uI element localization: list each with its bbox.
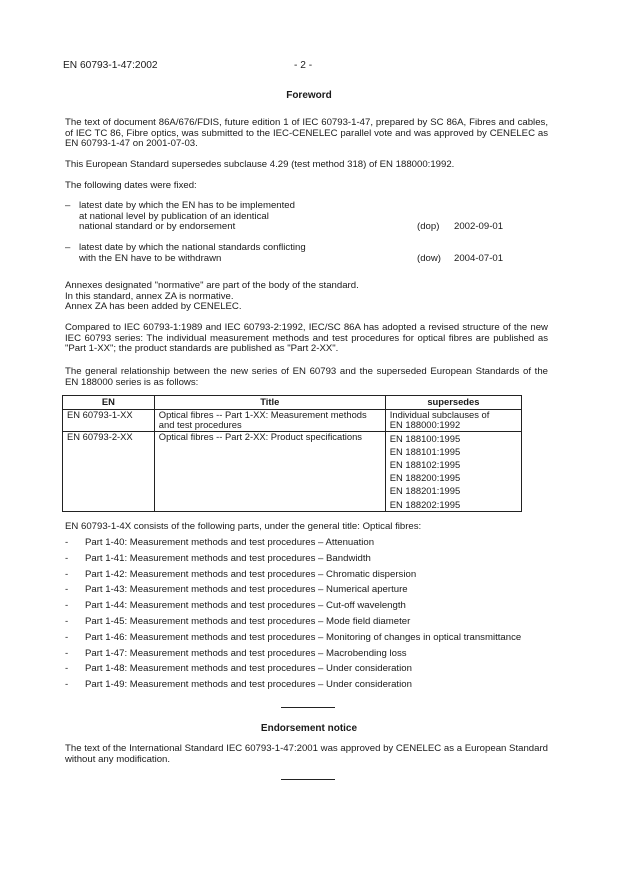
list-bullet: - — [65, 537, 69, 548]
parts-intro: EN 60793-1-4X consists of the following parts, under the general title: Optical fibres: — [65, 521, 422, 532]
supersedes-entry: EN 188101:1995 — [389, 445, 461, 457]
annex-line: Annexes designated "normative" are part of the body of the standard. — [65, 280, 359, 291]
date-item-line: latest date by which the EN has to be implemented — [79, 200, 295, 211]
list-item-text: Part 1-42: Measurement methods and test procedures – Chromatic dispersion — [85, 568, 417, 580]
foreword-paragraph-5: The general relationship between the new series of EN 60793 and the superseded European Standards of the EN 188000 series is as follows: — [65, 366, 548, 388]
list-item-text: Part 1-45: Measurement methods and test procedures – Mode field diameter — [85, 615, 411, 627]
list-item-text: Part 1-44: Measurement methods and test procedures – Cut-off wavelength — [85, 600, 406, 612]
list-item-text: Part 1-43: Measurement methods and test procedures – Numerical aperture — [85, 584, 408, 596]
table-cell-en: EN 60793-1-XX — [63, 409, 155, 431]
supersedes-entry: EN 188202:1995 — [389, 498, 461, 510]
supersedes-entry: EN 188102:1995 — [389, 458, 461, 470]
list-item-text: Part 1-41: Measurement methods and test procedures – Bandwidth — [85, 552, 371, 564]
table-header-supersedes: supersedes — [385, 396, 521, 410]
supersedes-entry: EN 188201:1995 — [389, 485, 461, 497]
foreword-title: Foreword — [286, 90, 332, 101]
list-bullet: - — [65, 631, 69, 643]
list-bullet: - — [65, 647, 69, 659]
table-row — [63, 431, 522, 511]
list-bullet: - — [65, 679, 69, 691]
list-bullet: - — [65, 615, 69, 627]
list-bullet: - — [65, 663, 69, 675]
annex-line: In this standard, annex ZA is normative. — [65, 290, 234, 302]
list-item-text: Part 1-46: Measurement methods and test procedures – Monitoring of changes in optical transmittance — [85, 631, 522, 643]
dash-bullet: – — [65, 200, 71, 211]
supersedes-entry: EN 188000:1992 — [389, 419, 461, 430]
foreword-paragraph-1: The text of document 86A/676/FDIS, future edition 1 of IEC 60793-1-47, prepared by SC 86A, Fibres and cables, of IEC TC 86, Fibre optics, was submitted to the IEC-CENELEC parallel vote and was approved by CENELEC as EN 60793-1-47 on 2001-07-03. — [65, 117, 548, 150]
date-code: (dow) — [417, 253, 441, 264]
section-divider — [281, 707, 335, 708]
date-item-line: latest date by which the national standards conflicting — [79, 242, 306, 253]
table-cell-supersedes — [385, 409, 521, 431]
date-item-dop — [65, 201, 515, 235]
date-item-text — [79, 243, 339, 264]
foreword-paragraph-3: The following dates were fixed: — [65, 180, 197, 191]
table-row — [63, 409, 522, 431]
date-item-line: national standard or by endorsement — [79, 221, 236, 233]
table-cell-title: Optical fibres -- Part 1-XX: Measurement methods and test procedures — [154, 409, 385, 431]
date-code: (dop) — [417, 221, 440, 232]
list-bullet: - — [65, 568, 69, 580]
endorsement-text: The text of the International Standard IEC 60793-1-47:2001 was approved by CENELEC as a European Standard without any modification. — [65, 743, 548, 765]
annex-note — [65, 281, 548, 313]
list-item-text: Part 1-47: Measurement methods and test procedures – Macrobending loss — [85, 647, 407, 659]
supersedes-entry: EN 188200:1995 — [389, 472, 461, 484]
section-divider — [281, 779, 335, 780]
list-item-text: Part 1-48: Measurement methods and test procedures – Under consideration — [85, 663, 412, 675]
dash-bullet: – — [65, 242, 71, 253]
table-header-row — [63, 396, 522, 410]
list-bullet: - — [65, 552, 69, 564]
table-cell-supersedes — [385, 431, 521, 511]
document-number: EN 60793-1-47:2002 — [63, 60, 158, 71]
date-item-line: at national level by publication of an identical — [79, 210, 269, 222]
date-item-dow — [65, 243, 515, 267]
list-item-text: Part 1-40: Measurement methods and test procedures – Attenuation — [85, 537, 375, 548]
table-cell-en: EN 60793-2-XX — [63, 431, 155, 511]
relationship-table — [62, 395, 522, 512]
list-bullet: - — [65, 584, 69, 596]
date-item-text — [79, 201, 339, 233]
list-bullet: - — [65, 600, 69, 612]
list-item-text: Part 1-49: Measurement methods and test procedures – Under consideration — [85, 679, 412, 691]
foreword-paragraph-4: Compared to IEC 60793-1:1989 and IEC 60793-2:1992, IEC/SC 86A has adopted a revised structure of the new IEC 60793 series: The individual measurement methods and test procedures for optical fibres are published as "Part 1-XX"; the product standards are published as "Part 2-XX". — [65, 322, 548, 355]
date-value: 2002-09-01 — [454, 221, 504, 232]
foreword-paragraph-2: This European Standard supersedes subclause 4.29 (test method 318) of EN 188000:1992. — [65, 159, 455, 170]
endorsement-title: Endorsement notice — [260, 723, 358, 734]
table-header-en: EN — [63, 396, 155, 410]
date-value: 2004-07-01 — [454, 253, 504, 264]
table-header-title: Title — [154, 396, 385, 410]
annex-line: Annex ZA has been added by CENELEC. — [65, 301, 242, 313]
supersedes-entry: EN 188100:1995 — [389, 432, 461, 444]
table-cell-title: Optical fibres -- Part 2-XX: Product specifications — [154, 431, 385, 511]
date-item-line: with the EN have to be withdrawn — [79, 252, 222, 264]
page-number: - 2 - — [294, 60, 313, 71]
supersedes-entry: Individual subclauses of — [389, 408, 490, 420]
